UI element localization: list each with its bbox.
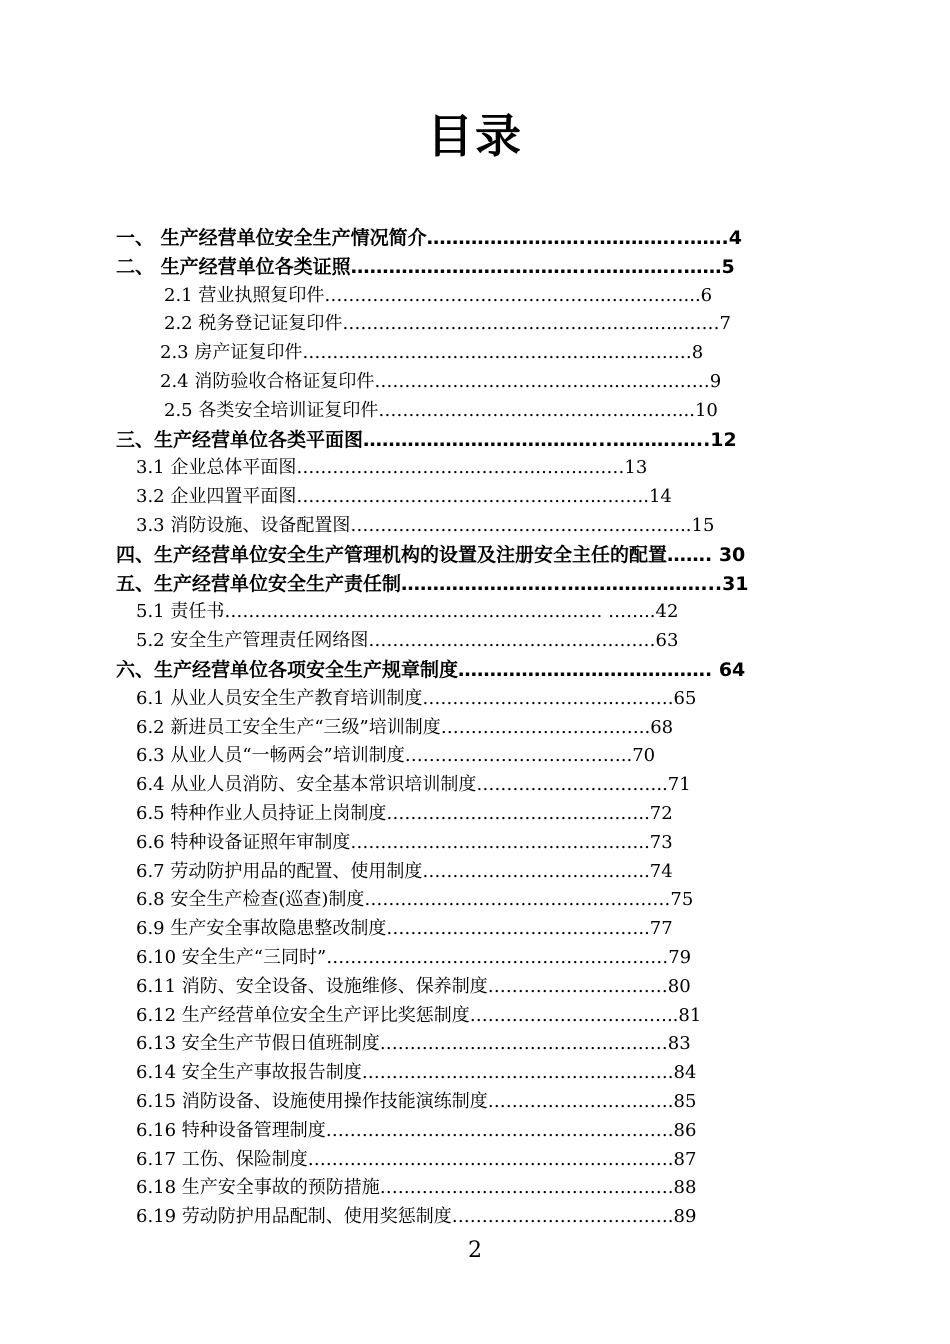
toc-section-entry: 6.4 从业人员消防、安全基本常识培训制度…………………………..71 — [136, 774, 691, 796]
toc-title: 目录 — [427, 109, 523, 163]
toc-section-entry: 6.13 安全生产节假日值班制度…………………………………………83 — [136, 1033, 691, 1055]
toc-chapter-entry: 四、生产经营单位安全生产管理机构的设置及注册安全主任的配置……. 30 — [116, 543, 746, 566]
toc-section-entry: 6.1 从业人员安全生产教育培训制度…………………………..……….65 — [136, 687, 697, 709]
toc-section-entry: 2.1 营业执照复印件………………………………………..……….…...6 — [164, 284, 713, 306]
toc-section-entry: 6.11 消防、安全设备、设施维修、保养制度…………………………80 — [136, 975, 691, 997]
toc-section-entry: 6.18 生产安全事故的预防措施………………………………………….88 — [136, 1177, 697, 1199]
toc-section-entry: 5.2 安全生产管理责任网络图…………………...……………………63 — [136, 630, 679, 652]
toc-section-entry: 6.6 特种设备证照年审制度…………………………………………..73 — [136, 831, 673, 853]
toc-section-entry: 6.3 从业人员“一畅两会”培训制度………………………………..70 — [136, 745, 656, 767]
toc-chapter-entry: 六、生产经营单位各项安全生产规章制度…………………………………. 64 — [116, 659, 746, 681]
toc-section-entry: 6.9 生产安全事故隐患整改制度……………………………………..77 — [136, 918, 673, 940]
toc-section-entry: 6.7 劳动防护用品的配置、使用制度………………………………..74 — [136, 860, 673, 882]
toc-section-entry: 3.3 消防设施、设备配置图………………………………………………...15 — [136, 515, 715, 536]
toc-section-entry: 2.3 房产证复印件…………………………………………..……………8 — [160, 342, 704, 364]
toc-section-entry: 6.8 安全生产检查(巡查)制度……………………………………………75 — [136, 889, 694, 911]
toc-chapter-entry: 一、 生产经营单位安全生产情况简介……………………..…………..…….4 — [116, 227, 742, 249]
toc-section-entry: 3.2 企业四置平面图…………………………………….……..……..14 — [136, 486, 672, 508]
toc-section-entry: 2.4 消防验收合格证复印件…………………………………..……………9 — [160, 371, 722, 392]
toc-section-entry: 6.10 安全生产“三同时”…………………………………………………79 — [136, 947, 692, 968]
toc-section-entry: 2.5 各类安全培训证复印件……………………………………..……...10 — [164, 399, 718, 421]
toc-chapter-entry: 五、生产经营单位安全生产责任制……………………..…………………...31 — [116, 572, 749, 595]
toc-section-entry: 5.1 责任书……………………………………………………… ……..42 — [136, 601, 679, 623]
toc-section-entry: 6.12 生产经营单位安全生产评比奖惩制度………………………...…..81 — [136, 1004, 702, 1026]
toc-section-entry: 6.15 消防设备、设施使用操作技能演练制度………………………….85 — [136, 1091, 697, 1112]
toc-section-entry: 3.1 企业总体平面图………………………...………..……..……13 — [136, 457, 648, 479]
toc-section-entry: 6.19 劳动防护用品配制、使用奖惩制度……………………………….89 — [136, 1206, 697, 1228]
toc-section-entry: 6.2 新进员工安全生产“三级”培训制度……………………………..68 — [136, 716, 674, 738]
toc-section-entry: 6.14 安全生产事故报告制度…………………………………………….84 — [136, 1062, 697, 1084]
toc-chapter-entry: 三、生产经营单位各类平面图………………………………...……….…..12 — [116, 428, 737, 451]
toc-section-entry: 6.17 工伤、保险制度…………………………………………………….87 — [136, 1148, 697, 1170]
page-number: 2 — [468, 1238, 482, 1263]
toc-section-entry: 6.5 特种作业人员持证上岗制度……………………………………..72 — [136, 803, 673, 824]
toc-chapter-entry: 二、 生产经营单位各类证照………………………………..…………..……5 — [116, 255, 735, 278]
toc-section-entry: 2.2 税务登记证复印件…………………………………………….…..……7 — [164, 313, 731, 335]
toc-section-entry: 6.16 特种设备管理制度………………………………………………….86 — [136, 1119, 697, 1141]
